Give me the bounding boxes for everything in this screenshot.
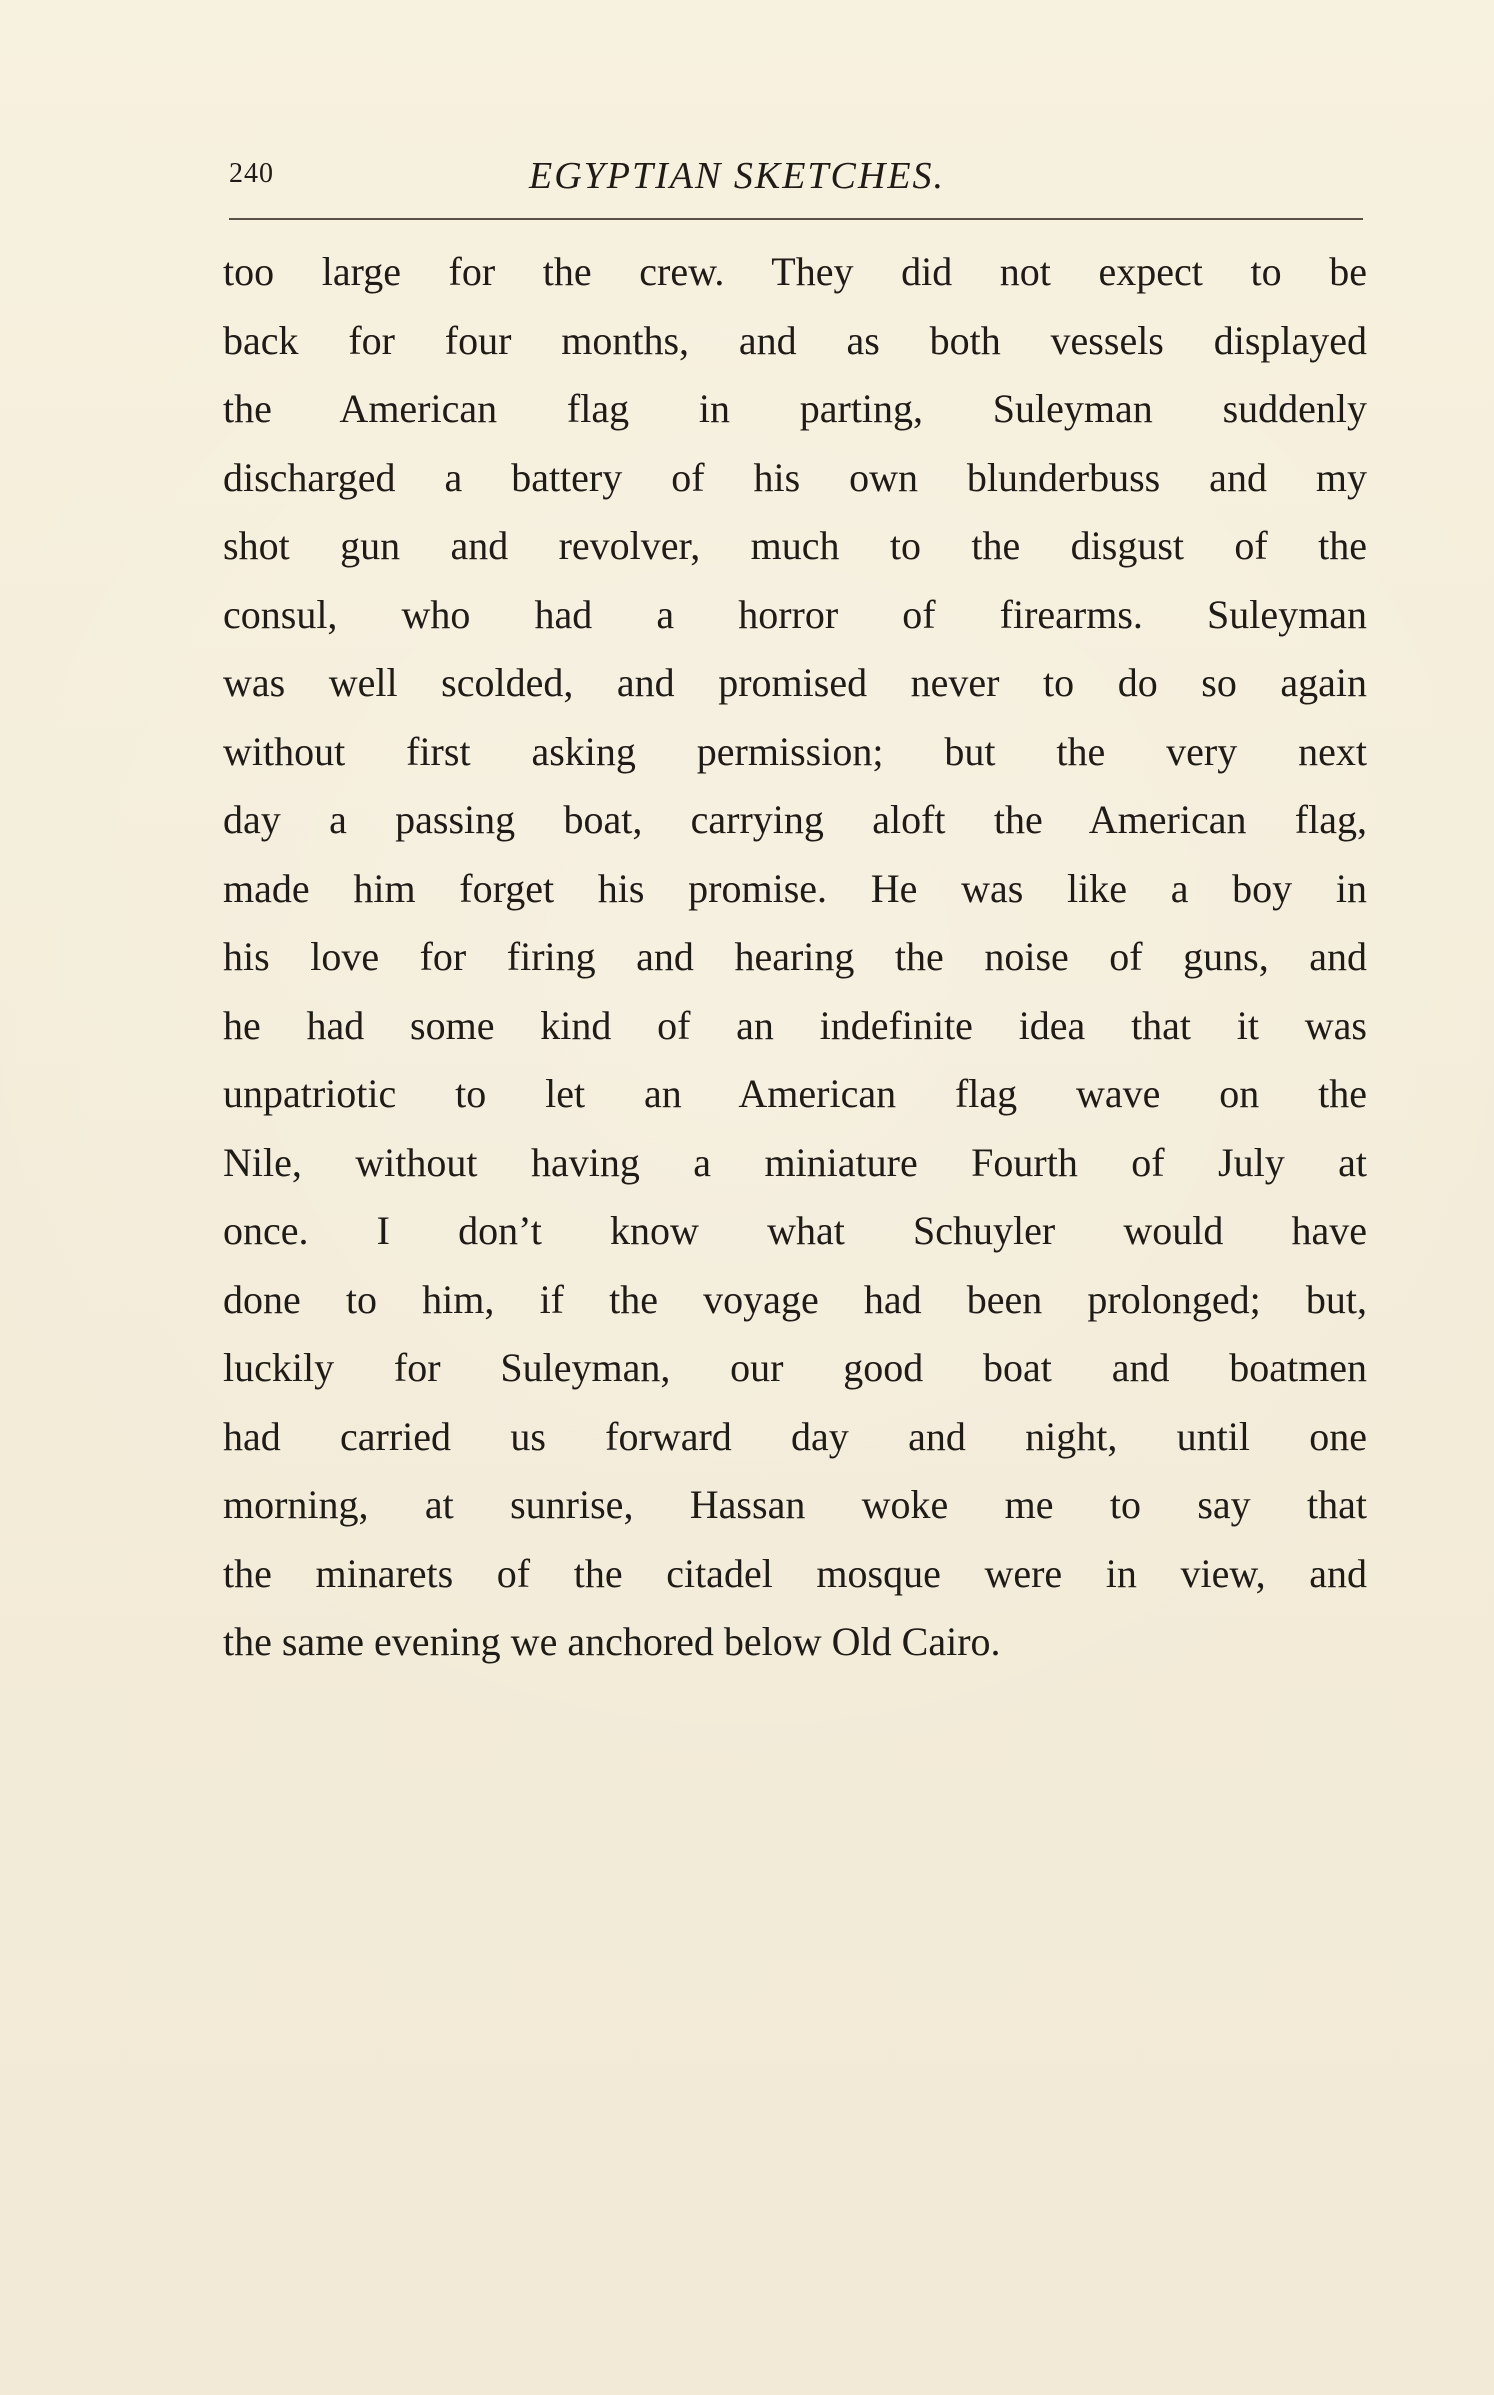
page-number: 240 <box>229 158 274 189</box>
text-line-20: the minarets of the citadel mosque were in view, and <box>223 1550 1367 1596</box>
text-line-17: luckily for Suleyman, our good boat and boatmen <box>223 1345 1367 1390</box>
text-line-8: without first asking permission; but the very next <box>223 728 1367 774</box>
text-line-4: discharged a battery of his own blunderbuss and my <box>223 454 1367 500</box>
text-line-7: was well scolded, and promised never to do so again <box>223 660 1367 705</box>
text-line-5: shot gun and revolver, much to the disgust of the <box>223 523 1367 568</box>
text-line-21: the same evening we anchored below Old Cairo. <box>223 1619 1001 1664</box>
text-line-2: back for four months, and as both vessels displayed <box>223 317 1367 363</box>
text-line-11: his love for firing and hearing the noise of guns, and <box>223 934 1367 979</box>
body-text <box>223 238 1367 1677</box>
text-line-14: Nile, without having a miniature Fourth of July at <box>223 1139 1367 1185</box>
text-line-3: the American flag in parting, Suleyman suddenly <box>223 386 1367 431</box>
text-line-6: consul, who had a horror of firearms. Suleyman <box>223 591 1367 637</box>
text-line-19: morning, at sunrise, Hassan woke me to say that <box>223 1482 1367 1527</box>
text-line-16: done to him, if the voyage had been prolonged; but, <box>223 1276 1367 1322</box>
running-title: EGYPTIAN SKETCHES. <box>529 155 946 197</box>
text-line-13: unpatriotic to let an American flag wave on the <box>223 1071 1367 1116</box>
text-line-18: had carried us forward day and night, until one <box>223 1413 1367 1459</box>
text-line-1: too large for the crew. They did not expect to be <box>223 249 1367 294</box>
text-line-15: once. I don’t know what Schuyler would have <box>223 1208 1367 1253</box>
text-line-10: made him forget his promise. He was like a boy in <box>223 865 1367 911</box>
text-line-12: he had some kind of an indefinite idea that it was <box>223 1002 1367 1048</box>
page-header <box>229 148 1363 220</box>
text-line-9: day a passing boat, carrying aloft the American flag, <box>223 797 1367 842</box>
